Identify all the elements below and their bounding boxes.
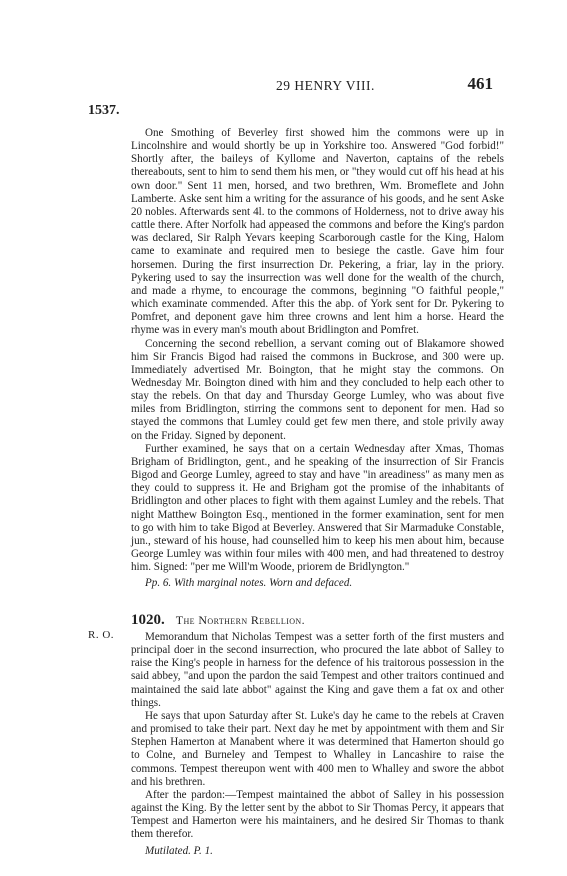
entry-title: The Northern Rebellion. [175,613,306,627]
paragraph: Further examined, he says that on a certain Wednesday after Xmas, Thomas Brigham of Bridlington, gent., and he speaking of the insurrection of Sir Francis Bigod and George Lumley, agreed to stay and have "in areadiness" as many men as they could to suppress it. He and Brigham got the promise of the inhabitants of Bridlington and other places to fight with them against Lumley and the rebels. That night Matthew Boington Esq., mentioned in the former examination, sent for men to go with him to take Bigod at Beverley. Answered that Sir Marmaduke Constable, jun., steward of his house, had counselled him to keep his men about him, because George Lumley was within four miles with 400 men, and had threatened to destroy him. Signed: "per me Will'm Woode, priorem de Bridlyngton." [131,442,504,574]
page-number: 461 [467,74,493,93]
paragraph: Memorandum that Nicholas Tempest was a setter forth of the first musters and principal doer in the second insurrection, who procured the late abbot of Salley to raise the King's people in harness for the defence of his traitorous possession in the said abbey, "and upon the pardon the said Tempest and other traitors continued and maintained the said late abbot" against the King and gave them a fat ox and other things. [131,631,504,709]
paragraph: Concerning the second rebellion, a servant coming out of Blakamore showed him Sir Francis Bigod had raised the commons in Buckrose, and 300 were up. Immediately advertised Mr. Boington, that he might stay the commons. On Wednesday Mr. Boington dined with him and they concluded to help each other to stay the rebels. On that day and Thursday George Lumley, who was about five miles from Bridlington, stirring the commons sent to deponent for men. Had so stayed the commons that Lumley could get few men there, and stole privily away on the Friday. Signed by deponent. [131,337,504,442]
entry-number: 1020. [131,612,165,628]
entry-heading [131,612,504,629]
running-head: 29 HENRY VIII. [276,78,375,93]
watermark [21,268,72,303]
paragraph: He says that upon Saturday after St. Luke's day he came to the rebels at Craven and promised to take their part. Next day he met by appointment with them and Sir Stephen Hamerton at Manabent where it was determined that Hamerton should go to Colne, and Burneley and Tempest to Whalley in Lancashire to raise the commons. Tempest thereupon went with 400 men to Whalley and swore the abbot and his brethren. [131,709,504,788]
entry-1019-body [131,127,504,590]
paragraph: After the pardon:—Tempest maintained the abbot of Salley in his possession against the King. By the letter sent by the abbot to Sir Thomas Percy, it appears that Tempest and Hamerton were his maintainers, and he desired Sir Thomas to thank them therefor. [131,788,504,841]
entry-1020-body [131,631,504,858]
entry-note: Pp. 6. With marginal notes. Worn and defaced. [145,577,353,590]
entry-note: Mutilated. P. 1. [145,844,213,857]
paragraph: One Smothing of Beverley first showed him the commons were up in Lincolnshire and would shortly be up in Yorkshire too. Answered "God forbid!" Shortly after, the baileys of Kyllome and Naverton, captains of the rebels thereabouts, sent to him to send them his men, or "they would cut off his head at his own door." Sent 11 men, horsed, and two brethren, Wm. Bromeflete and John Lamberte. Aske sent him a writing for the assurance of his goods, and he sent Aske 20 nobles. Afterwards sent 4l. to the commons of Holderness, not to drive away his cattle there. After Norfolk had appeased the commons and before the King's pardon was declared, Sir Ralph Yevars keeping Scarborough castle for the King, Halom came to examinate and required men to besiege the castle. Gave him four horsemen. During the first insurrection Dr. Pekering, a friar, lay in the priory. Pykering used to say the insurrection was well done for the wealth of the church, and made a rhyme, to encourage the commons, beginning "O faithful people," which examinate commended. After this the abp. of York sent for Dr. Pykering to Pomfret, and deponent gave him three crowns and lent him a horse. Heard the rhyme was in every man's mouth about Bridlington and Pomfret. [131,127,504,337]
marginal-source: R. O. [88,629,115,641]
year-marker: 1537. [88,103,120,118]
